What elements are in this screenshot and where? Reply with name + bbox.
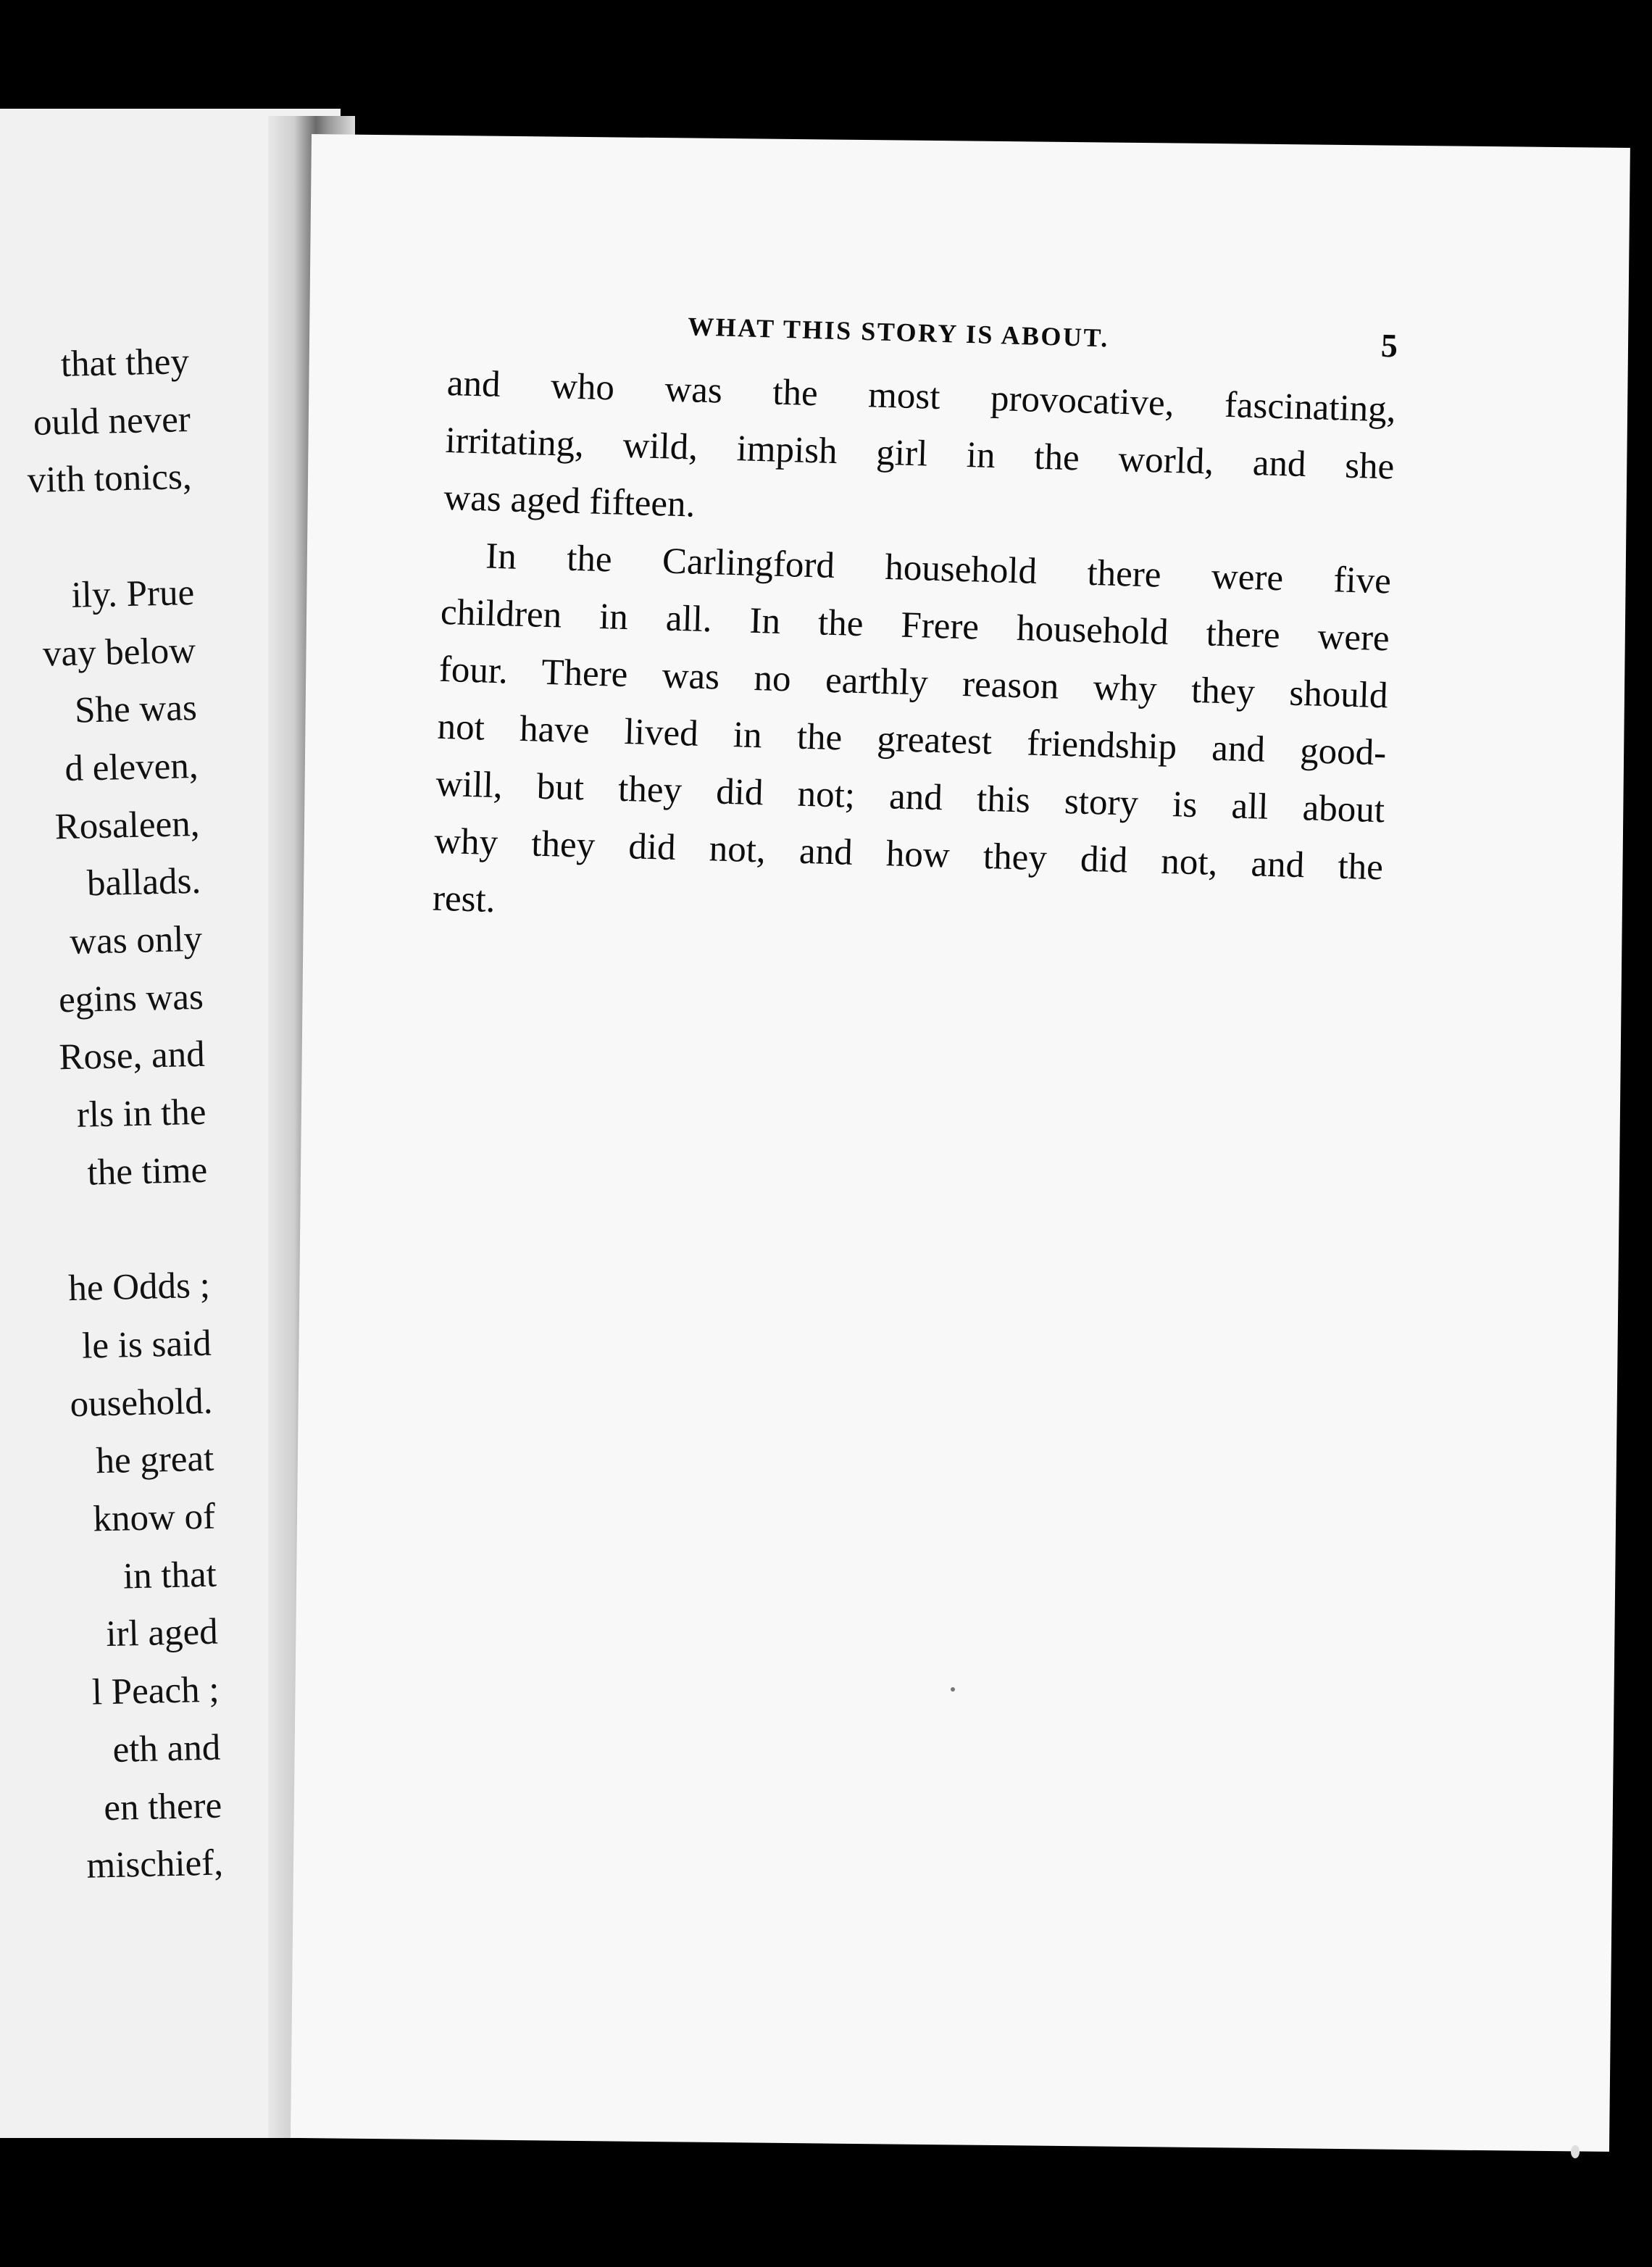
- left-line: mischief,: [85, 1842, 224, 1887]
- left-line: eth and: [112, 1727, 221, 1771]
- left-line: en there: [103, 1785, 222, 1829]
- text-line: irritating, wild, impish girl in the world, and she: [444, 420, 1396, 488]
- left-line: d eleven,: [64, 745, 199, 789]
- left-line: ousehold.: [69, 1381, 214, 1425]
- left-line: l Peach ;: [91, 1669, 220, 1713]
- text-line: why they did not, and how they did not, and the: [433, 820, 1384, 889]
- text-line: will, but they did not; and this story is all about: [435, 763, 1385, 831]
- page-speck: [951, 1687, 955, 1692]
- page-number: 5: [1380, 326, 1398, 365]
- left-line: ballads.: [86, 861, 201, 904]
- text-line: children in all. In the Frere household there were: [440, 591, 1390, 660]
- left-line: the time: [86, 1149, 208, 1194]
- text-line: In the Carlingford household there were five: [485, 536, 1392, 602]
- left-line: Rose, and: [58, 1034, 206, 1078]
- left-line: egins was: [58, 976, 204, 1021]
- left-line: le is said: [81, 1323, 212, 1367]
- left-line: ould never: [33, 399, 191, 444]
- left-line: irl aged: [105, 1612, 219, 1655]
- left-line: vay below: [42, 630, 196, 675]
- text-line: four. There was no earthly reason why they should: [438, 649, 1389, 717]
- text-line: was aged fifteen.: [443, 477, 696, 525]
- left-line: that they: [60, 341, 190, 385]
- left-line: ily. Prue: [71, 572, 195, 616]
- right-page-content: [432, 304, 1398, 954]
- text-line: rest.: [432, 878, 496, 921]
- left-line: She was: [74, 688, 198, 731]
- left-page-text: [0, 333, 224, 1909]
- left-line: Rosaleen,: [54, 803, 200, 847]
- paragraph-continued: [443, 355, 1396, 553]
- text-line: not have lived in the greatest friendship and good-: [436, 706, 1387, 774]
- running-title: WHAT THIS STORY IS ABOUT.: [687, 312, 1110, 353]
- page-speck: [1571, 2145, 1580, 2158]
- left-line: vith tonics,: [27, 457, 193, 502]
- left-line: in that: [122, 1554, 217, 1597]
- left-line: he great: [95, 1438, 214, 1482]
- left-line: know of: [92, 1496, 216, 1540]
- text-line: and who was the most provocative, fascinating,: [446, 362, 1397, 430]
- left-line: rls in the: [76, 1091, 207, 1136]
- left-line: he Odds ;: [67, 1265, 211, 1310]
- paragraph-households: [432, 527, 1392, 954]
- left-line: was only: [69, 918, 203, 962]
